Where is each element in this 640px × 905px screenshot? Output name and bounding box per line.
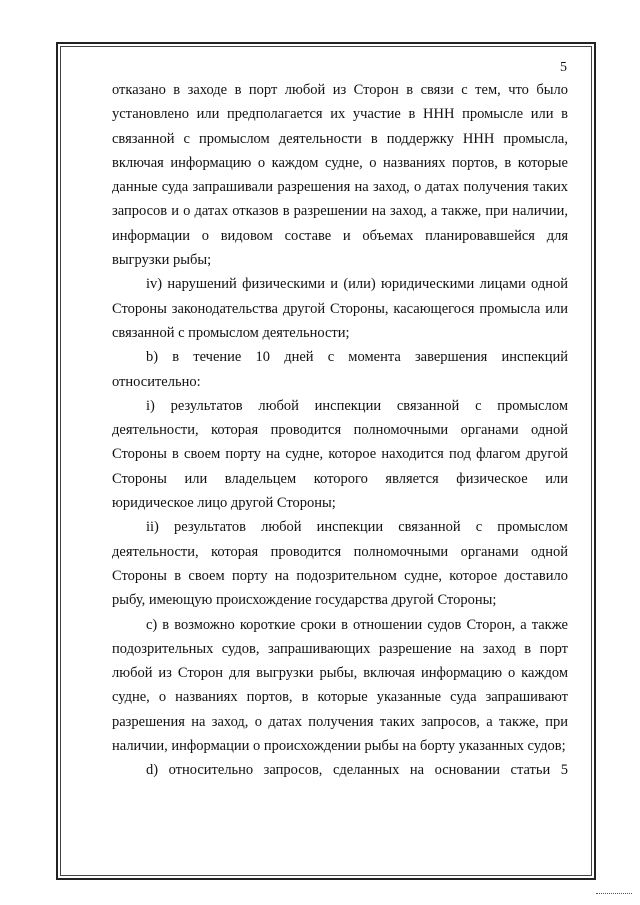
paragraph: отказано в заходе в порт любой из Сторон в связи с тем, что было установлено или предполагается их участие в ННН промысле или в связанной с промыслом деятельности в поддержку ННН промысла, включая информацию о каждом судне, о названиях портов, в которые данные суда запрашивали разрешения на заход, о датах получения таких запросов и о датах отказов в разрешении на заход, а также, при наличии, информации о видовом составе и объемах планировавшейся для выгрузки рыбы;: [112, 82, 568, 269]
footer-mark: [596, 893, 632, 894]
paragraph: b) в течение 10 дней с момента завершения инспекций относительно:: [112, 349, 568, 390]
paragraph: d) относительно запросов, сделанных на основании статьи 5: [146, 762, 568, 779]
paragraph: ii) результатов любой инспекции связанной с промыслом деятельности, которая проводится полномочными органами одной Стороны в своем порту на подозрительном судне, которое доставило рыбу, имеющую происхождение государства другой Стороны;: [112, 519, 568, 609]
document-body: [112, 78, 568, 783]
page-number: 5: [560, 60, 567, 75]
paragraph: c) в возможно короткие сроки в отношении судов Сторон, а также подозрительных судов, запрашивающих разрешение на заход в порт любой из Сторон для выгрузки рыбы, включая информацию о каждом судне, о названиях портов, в которые указанные суда запрашивают разрешения на заход, о датах получения таких запросов, а также, при наличии, информации о происхождении рыбы на борту указанных судов;: [112, 616, 568, 755]
paragraph: iv) нарушений физическими и (или) юридическими лицами одной Стороны законодательства другой Стороны, касающегося промысла или связанной с промыслом деятельности;: [112, 276, 568, 341]
paragraph: i) результатов любой инспекции связанной с промыслом деятельности, которая проводится полномочными органами одной Стороны в своем порту на судне, которое находится под флагом другой Стороны или владельцем которого является физическое или юридическое лицо другой Стороны;: [112, 397, 568, 512]
